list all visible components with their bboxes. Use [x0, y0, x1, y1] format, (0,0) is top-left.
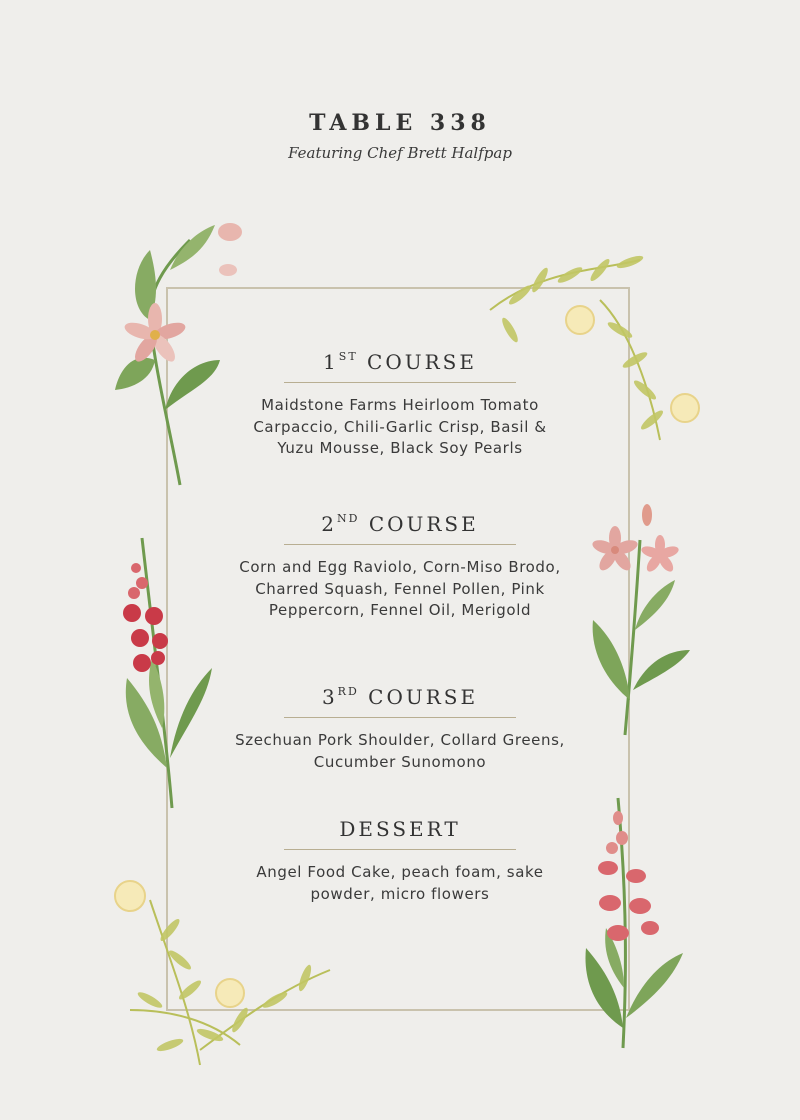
fern-top-right-icon: [480, 240, 705, 450]
course-heading: DESSERT: [339, 817, 461, 841]
pink-lily-top-left-icon: [110, 210, 250, 490]
course-3: [200, 685, 600, 773]
course-description: Angel Food Cake, peach foam, sake powder, micro flowers: [256, 863, 544, 903]
menu-header: [0, 110, 800, 162]
course-description: Corn and Egg Raviolo, Corn-Miso Brodo, Charred Squash, Fennel Pollen, Pink Peppercorn, Fennel Oil, Merigold: [239, 558, 561, 619]
course-divider: [284, 849, 516, 850]
course-heading: 2ND COURSE: [321, 512, 479, 536]
chef-subtitle: Featuring Chef Brett Halfpap: [288, 144, 512, 162]
menu-title: TABLE 338: [309, 110, 491, 136]
course-heading: 3RD COURSE: [321, 685, 479, 709]
pink-snapdragon-bottom-right-icon: [578, 788, 703, 1053]
fern-bottom-left-icon: [110, 860, 340, 1070]
course-divider: [284, 544, 516, 545]
pink-blossom-right-icon: [585, 500, 695, 740]
course-description: Maidstone Farms Heirloom Tomato Carpaccio, Chili-Garlic Crisp, Basil & Yuzu Mousse, Black Soy Pearls: [253, 396, 547, 457]
course-description: Szechuan Pork Shoulder, Collard Greens, Cucumber Sunomono: [235, 731, 565, 771]
course-divider: [284, 717, 516, 718]
course-heading: 1ST COURSE: [323, 350, 477, 374]
course-2: [200, 512, 600, 622]
red-snapdragon-left-icon: [112, 528, 222, 813]
